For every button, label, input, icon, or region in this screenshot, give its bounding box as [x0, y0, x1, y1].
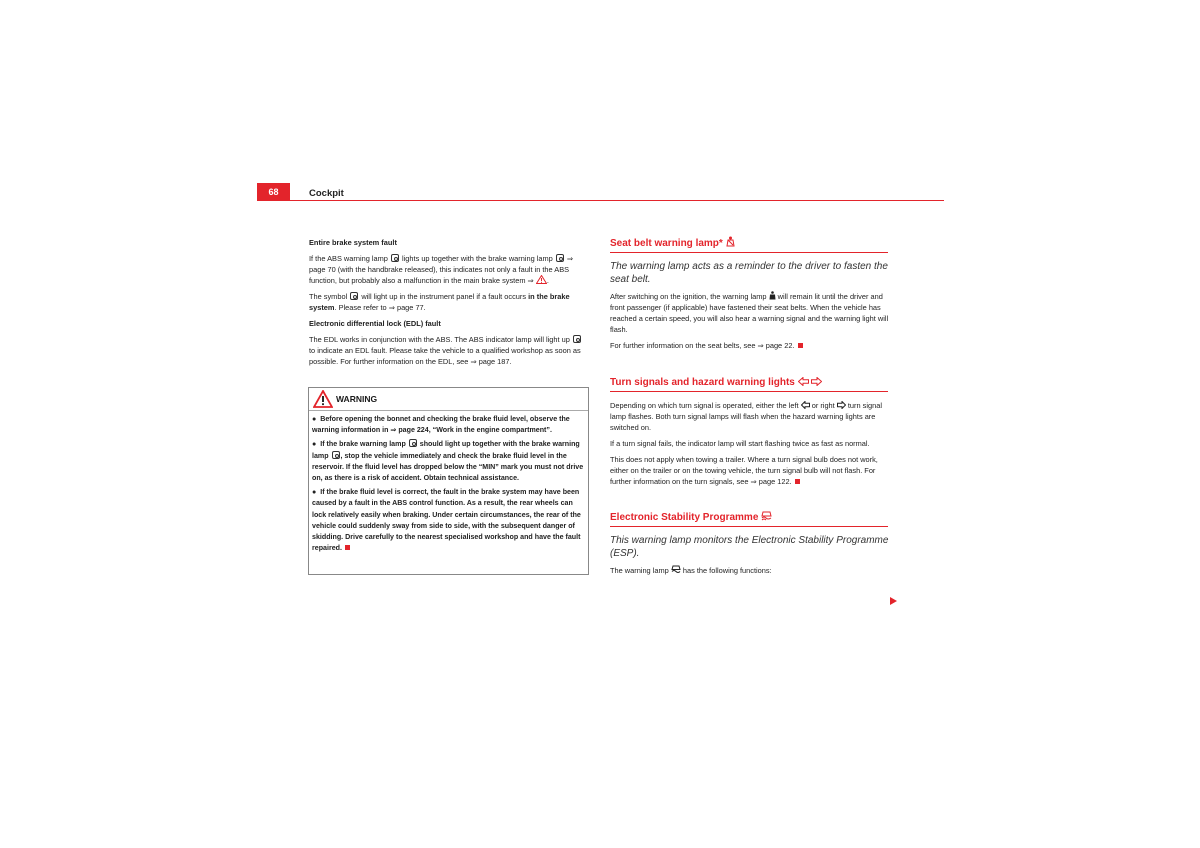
brake-fault-text: If the ABS warning lamp lights up together with the brake warning lamp ⇒ page 70 (with the handbrake released), this indicates not only a fault in the ABS function, but probably also a malfunction in the main brake system ⇒ . [309, 254, 574, 285]
seat-belt-icon [726, 236, 735, 247]
left-column [309, 237, 588, 372]
symbol-text: The symbol will light up in the instrument panel if a fault occurs in the brake system. Please refer to ⇒ page 77. [309, 292, 570, 312]
turn-signal-fail-text: If a turn signal fails, the indicator lamp will start flashing twice as fast as normal. [610, 439, 870, 448]
warning-label: WARNING [336, 394, 378, 404]
lead-seat-belt: The warning lamp acts as a reminder to the driver to fasten the seat belt. [610, 261, 888, 285]
abs-indicator-icon [573, 335, 581, 343]
page-number: 68 [257, 183, 290, 201]
warning-box [308, 387, 589, 575]
seat-belt-text: After switching on the ignition, the warning lamp will remain lit until the driver and front passenger (if applicable) have fastened their seat belts. When the vehicle has reached a certain speed, you will also hear a warning signal and the warning light will flash. [610, 292, 889, 334]
end-marker-icon [795, 479, 800, 484]
section-title-edl: Electronic differential lock (EDL) fault [309, 319, 441, 328]
end-marker-icon [798, 343, 803, 348]
turn-left-icon [801, 401, 810, 409]
heading-esp: Electronic Stability Programme [610, 511, 888, 527]
header-rule [257, 200, 944, 201]
warning-content [309, 411, 588, 554]
warning-triangle-icon [536, 275, 547, 284]
lead-esp: This warning lamp monitors the Electronic Stability Programme (ESP). [610, 535, 889, 559]
esp-text: The warning lamp has the following functions: [610, 566, 772, 575]
edl-text: The EDL works in conjunction with the ABS. The ABS indicator lamp will light up to indicate an EDL fault. Please take the vehicle to a qualified workshop as soon as possible. For further information on the EDL, see ⇒ page 187. [309, 335, 581, 366]
turn-left-icon [798, 377, 809, 386]
turn-signal-text: Depending on which turn signal is operated, either the left or right turn signal lamp flashes. Both turn signal lamps will flash when the hazard warning lights are switched on. [610, 401, 882, 432]
turn-right-icon [811, 377, 822, 386]
trailer-text: This does not apply when towing a trailer. Where a turn signal bulb does not work, either on the trailer or on the towing vehicle, the turn signal bulb will not flash. For further information on the turn signals, see ⇒ page 122. [610, 455, 878, 486]
brake-system-icon [350, 292, 358, 300]
brake-lamp-icon [409, 439, 417, 447]
esp-icon [761, 511, 772, 521]
seat-belt-icon [769, 291, 776, 300]
heading-turn-signals: Turn signals and hazard warning lights [610, 377, 888, 392]
right-column [610, 236, 890, 581]
seat-belt-ref: For further information on the seat belts, see ⇒ page 22. [610, 340, 890, 351]
warning-header [309, 388, 588, 411]
warning-bullet: ● Before opening the bonnet and checking the brake fluid level, observe the warning information in ⇒ page 224, “Work in the engine compartment”. [312, 415, 570, 435]
heading-seat-belt: Seat belt warning lamp* [610, 236, 888, 253]
abs-lamp-icon [391, 254, 399, 262]
section-title-brake-fault: Entire brake system fault [309, 238, 397, 247]
warning-bullet: ● If the brake fluid level is correct, the fault in the brake system may have been caused by a fault in the ABS control function. As a result, the rear wheels can lock relatively easily when braking. Under certain circumstances, the rear of the vehicle could suddenly sway from side to side, with the subsequent danger of skidding. Drive carefully to the nearest specialised workshop and have the fault repaired. [312, 488, 581, 553]
running-title: Cockpit [309, 188, 344, 199]
warning-icon [313, 390, 333, 408]
abs-lamp-icon [332, 451, 340, 459]
turn-right-icon [837, 401, 846, 409]
next-page-arrow-icon [890, 597, 897, 605]
warning-bullet: ● If the brake warning lamp should light up together with the brake warning lamp , stop the vehicle immediately and check the brake fluid level in the reservoir. If the fluid level has dropped below the “MIN” mark you must not drive on, as there is a risk of accident. Obtain technical assistance. [312, 440, 584, 483]
end-marker-icon [345, 545, 350, 550]
brake-lamp-icon [556, 254, 564, 262]
esp-icon [671, 565, 681, 574]
